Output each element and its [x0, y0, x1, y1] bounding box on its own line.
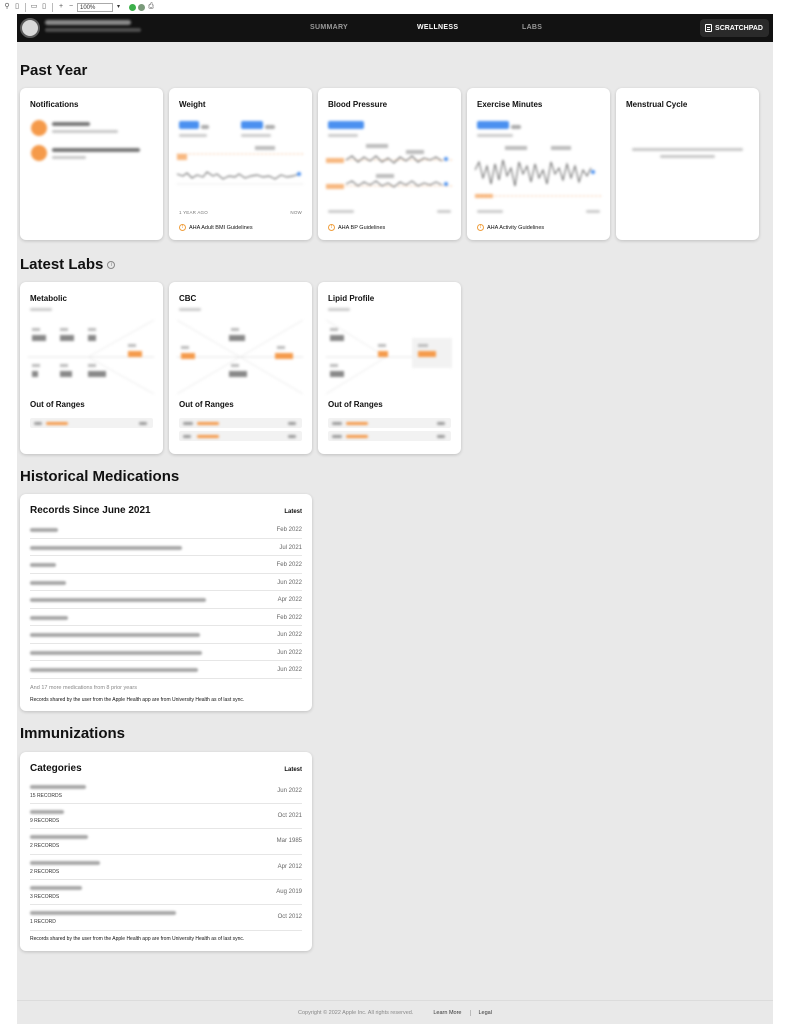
card-title: Blood Pressure [328, 100, 388, 109]
immunization-row[interactable] [30, 855, 302, 880]
immunization-row[interactable] [30, 880, 302, 905]
out-of-range-row[interactable] [179, 431, 302, 441]
info-icon[interactable]: i [107, 261, 115, 269]
legal-link[interactable]: Legal [478, 1009, 492, 1016]
exercise-axis-end [586, 210, 600, 213]
immunization-count: 9 RECORDS [30, 818, 60, 824]
immunization-date: Aug 2019 [276, 889, 302, 895]
info-warning-icon: ! [328, 224, 335, 231]
out-of-range-row[interactable] [328, 418, 451, 428]
cbc-panel [177, 320, 303, 394]
medication-name [30, 633, 200, 637]
out-of-ranges-title: Out of Ranges [328, 400, 383, 409]
user-details-redacted [45, 28, 141, 32]
menstrual-empty-message [660, 155, 715, 158]
medication-date: Jun 2022 [277, 580, 302, 586]
medication-row[interactable] [30, 609, 302, 626]
info-warning-icon: ! [179, 224, 186, 231]
more-medications-note[interactable]: And 17 more medications from 8 prior years [30, 685, 137, 691]
zoom-out-icon[interactable]: − [68, 3, 74, 10]
medications-card [20, 494, 312, 711]
past-year-heading: Past Year [20, 62, 88, 79]
card-title: Menstrual Cycle [626, 100, 688, 109]
exercise-minutes-card[interactable] [467, 88, 610, 240]
learn-more-link[interactable]: Learn More [433, 1009, 462, 1016]
medication-row[interactable] [30, 591, 302, 609]
immunizations-card [20, 752, 312, 951]
medication-row[interactable] [30, 644, 302, 661]
immunization-count: 1 RECORD [30, 919, 56, 925]
immunization-row[interactable] [30, 829, 302, 855]
metabolic-panel [28, 320, 154, 394]
out-of-range-row[interactable] [179, 418, 302, 428]
notepad-icon [705, 24, 712, 32]
medication-row[interactable] [30, 626, 302, 644]
immunization-count: 15 RECORDS [30, 793, 62, 799]
source-note: Records shared by the user from the Apple Health app are from University Health as of last sync. [30, 936, 245, 942]
medications-list-header: Records Since June 2021 [30, 505, 151, 516]
metabolic-date [30, 308, 52, 311]
immunization-name [30, 810, 64, 814]
immunization-name [30, 911, 176, 915]
immunization-count: 3 RECORDS [30, 894, 60, 900]
medication-name [30, 563, 56, 567]
copyright-text: Copyright © 2022 Apple Inc. All rights reserved. [298, 1009, 414, 1016]
notifications-card[interactable] [20, 88, 163, 240]
user-name-redacted [45, 20, 131, 25]
medication-row[interactable] [30, 661, 302, 679]
immunization-name [30, 886, 82, 890]
latest-labs-heading [20, 256, 115, 273]
lipid-date [328, 308, 350, 311]
medication-row[interactable] [30, 521, 302, 539]
bp-guideline-link[interactable] [328, 224, 385, 231]
nav-summary[interactable]: SUMMARY [310, 24, 349, 31]
medication-date: Jun 2022 [277, 650, 302, 656]
avatar[interactable] [20, 18, 40, 38]
out-of-range-row[interactable] [328, 431, 451, 441]
medication-date: Feb 2022 [276, 615, 302, 621]
page-icon[interactable]: ▯ [15, 3, 19, 10]
bp-axis-start [328, 210, 354, 213]
footer [17, 1000, 773, 1024]
weight-axis-start: 1 YEAR AGO [179, 210, 208, 215]
medication-row[interactable] [30, 539, 302, 556]
bp-axis-end [437, 210, 451, 213]
info-warning-icon: ! [477, 224, 484, 231]
historical-medications-heading: Historical Medications [20, 468, 180, 485]
metabolic-card[interactable] [20, 282, 163, 454]
source-note: Records shared by the user from the Apple Health app are from University Health as of last sync. [30, 697, 245, 703]
menstrual-empty-message [632, 148, 743, 151]
card-title: Weight [179, 100, 206, 109]
immunization-name [30, 785, 86, 789]
immunization-row[interactable] [30, 779, 302, 804]
blood-pressure-card[interactable] [318, 88, 461, 240]
latest-sort-label[interactable]: Latest [284, 509, 302, 515]
immunization-name [30, 835, 88, 839]
zoom-in-icon[interactable]: + [58, 3, 64, 10]
nav-labs[interactable]: LABS [522, 24, 543, 31]
print-icon[interactable]: ⎙ [148, 3, 154, 10]
lipid-profile-card[interactable] [318, 282, 461, 454]
medication-name [30, 546, 182, 550]
immunizations-list-header: Categories [30, 763, 82, 774]
guideline-label: AHA BP Guidelines [338, 224, 386, 231]
card-title: CBC [179, 294, 197, 303]
medication-name [30, 581, 66, 585]
medication-row[interactable] [30, 556, 302, 574]
cbc-date [179, 308, 201, 311]
document-icon[interactable]: ▯ [42, 3, 46, 10]
scratchpad-button[interactable] [700, 19, 769, 37]
card-title: Lipid Profile [328, 294, 375, 303]
blood-pressure-chart [326, 144, 452, 202]
medication-name [30, 668, 198, 672]
weight-guideline-link[interactable] [179, 224, 253, 231]
activity-guideline-link[interactable] [477, 224, 544, 231]
out-of-range-row[interactable] [30, 418, 153, 428]
immunization-row[interactable] [30, 905, 302, 931]
immunization-date: Oct 2012 [277, 914, 302, 920]
immunization-date: Jun 2022 [277, 788, 302, 794]
medication-date: Apr 2022 [277, 597, 302, 603]
go-icon[interactable] [129, 4, 136, 11]
immunization-row[interactable] [30, 804, 302, 829]
medication-date: Jun 2022 [277, 632, 302, 638]
exercise-chart [475, 144, 601, 202]
exercise-axis-start [477, 210, 503, 213]
top-navigation [17, 14, 773, 42]
medication-date: Feb 2022 [276, 527, 302, 533]
medication-name [30, 528, 58, 532]
out-of-ranges-title: Out of Ranges [30, 400, 85, 409]
immunization-count: 2 RECORDS [30, 869, 60, 875]
menstrual-cycle-card[interactable] [616, 88, 759, 240]
weight-chart [177, 146, 303, 198]
immunization-date: Apr 2012 [277, 864, 302, 870]
out-of-ranges-title: Out of Ranges [179, 400, 234, 409]
lipid-panel [326, 320, 452, 394]
viewer-toolbar [0, 0, 786, 14]
toolbar-divider [52, 3, 53, 12]
medication-name [30, 616, 68, 620]
nav-wellness[interactable]: WELLNESS [417, 24, 459, 31]
app-frame [17, 14, 773, 1024]
copy-icon[interactable]: ▭ [30, 3, 38, 10]
binoculars-icon[interactable]: ⚲ [4, 3, 10, 10]
footer-divider [470, 1010, 471, 1016]
card-title: Exercise Minutes [477, 100, 543, 109]
immunizations-heading: Immunizations [20, 725, 126, 742]
immunization-date: Mar 1985 [276, 838, 302, 844]
immunization-date: Oct 2021 [277, 813, 302, 819]
immunization-count: 2 RECORDS [30, 843, 60, 849]
guideline-label: AHA Adult BMI Guidelines [189, 224, 253, 231]
medication-name [30, 598, 206, 602]
toolbar-divider [25, 3, 26, 12]
medication-name [30, 651, 202, 655]
latest-sort-label[interactable]: Latest [284, 767, 302, 773]
weight-card[interactable] [169, 88, 312, 240]
medication-date: Jul 2021 [279, 545, 302, 551]
globe-icon[interactable] [138, 4, 145, 11]
latest-labs-title: Latest Labs [20, 256, 104, 273]
medication-row[interactable] [30, 574, 302, 591]
immunization-name [30, 861, 100, 865]
guideline-label: AHA Activity Guidelines [487, 224, 545, 231]
weight-axis-end: NOW [290, 210, 302, 215]
medication-date: Jun 2022 [277, 667, 302, 673]
cbc-card[interactable] [169, 282, 312, 454]
card-title: Metabolic [30, 294, 67, 303]
card-title: Notifications [30, 100, 79, 109]
zoom-select[interactable]: 100% ▾ [77, 3, 113, 12]
scratchpad-label: SCRATCHPAD [715, 24, 763, 32]
medication-date: Feb 2022 [276, 562, 302, 568]
